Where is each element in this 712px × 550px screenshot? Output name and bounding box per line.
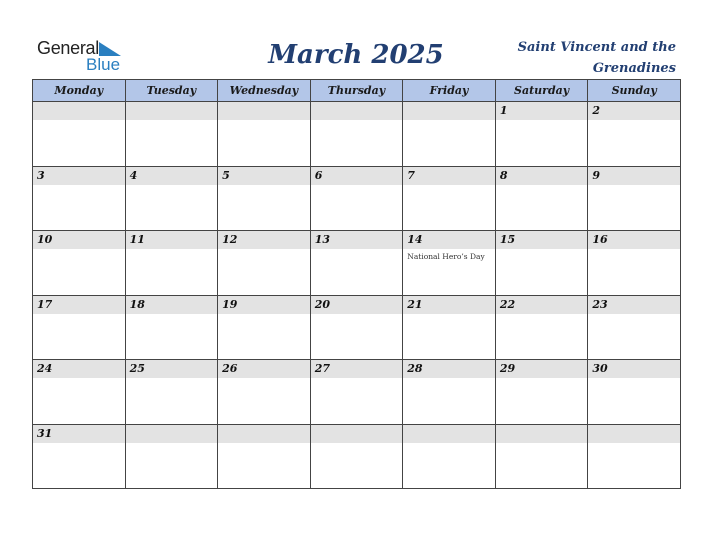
day-cell	[310, 231, 403, 296]
weekday-header: Monday	[33, 80, 126, 102]
day-cell	[33, 424, 126, 489]
day-cell	[125, 102, 218, 167]
week-row	[33, 166, 681, 231]
week-row	[33, 360, 681, 425]
day-cell	[403, 166, 496, 231]
logo-blue-text: Blue	[86, 55, 121, 74]
day-number: 5	[218, 167, 310, 185]
day-number: 20	[311, 296, 403, 314]
calendar-grid	[32, 79, 681, 489]
calendar-title: March 2025	[268, 40, 444, 70]
day-cell	[125, 424, 218, 489]
day-number: 2	[588, 102, 680, 120]
country-name-line1: Saint Vincent and the	[517, 40, 676, 55]
day-number	[311, 425, 403, 443]
day-cell	[218, 231, 311, 296]
day-cell	[588, 102, 681, 167]
day-number: 18	[126, 296, 218, 314]
day-number: 12	[218, 231, 310, 249]
day-cell	[495, 102, 588, 167]
day-number: 19	[218, 296, 310, 314]
day-cell	[403, 360, 496, 425]
weekday-header-row	[33, 80, 681, 102]
day-number: 3	[33, 167, 125, 185]
day-cell	[218, 166, 311, 231]
weekday-header: Tuesday	[125, 80, 218, 102]
day-cell	[33, 360, 126, 425]
week-row	[33, 231, 681, 296]
weekday-header: Sunday	[588, 80, 681, 102]
day-cell	[495, 166, 588, 231]
day-number: 16	[588, 231, 680, 249]
day-number	[588, 425, 680, 443]
day-cell	[125, 166, 218, 231]
day-cell	[403, 295, 496, 360]
day-number: 11	[126, 231, 218, 249]
day-cell	[495, 231, 588, 296]
day-cell	[588, 231, 681, 296]
day-cell	[495, 360, 588, 425]
day-number: 30	[588, 360, 680, 378]
weekday-header: Thursday	[310, 80, 403, 102]
day-number: 24	[33, 360, 125, 378]
day-cell	[125, 231, 218, 296]
day-cell	[588, 166, 681, 231]
day-cell	[218, 295, 311, 360]
day-cell	[33, 166, 126, 231]
day-number: 22	[496, 296, 588, 314]
holiday-label: National Hero’s Day	[407, 252, 485, 261]
day-cell	[218, 360, 311, 425]
weekday-header: Wednesday	[218, 80, 311, 102]
day-number	[496, 425, 588, 443]
calendar-body	[33, 102, 681, 489]
day-cell	[588, 295, 681, 360]
day-number: 21	[403, 296, 495, 314]
day-number: 26	[218, 360, 310, 378]
day-number: 31	[33, 425, 125, 443]
day-number: 10	[33, 231, 125, 249]
day-cell	[33, 231, 126, 296]
week-row	[33, 295, 681, 360]
day-number: 13	[311, 231, 403, 249]
day-number: 4	[126, 167, 218, 185]
day-number: 28	[403, 360, 495, 378]
day-cell	[310, 295, 403, 360]
country-name	[516, 37, 676, 79]
weekday-header: Saturday	[495, 80, 588, 102]
day-number	[126, 425, 218, 443]
day-cell	[310, 166, 403, 231]
day-number: 6	[311, 167, 403, 185]
day-number: 25	[126, 360, 218, 378]
day-cell	[403, 424, 496, 489]
day-cell	[403, 231, 496, 296]
day-cell	[495, 424, 588, 489]
day-number	[403, 102, 495, 120]
day-number: 15	[496, 231, 588, 249]
day-number: 9	[588, 167, 680, 185]
day-cell	[218, 424, 311, 489]
day-cell	[125, 360, 218, 425]
day-number: 23	[588, 296, 680, 314]
day-number: 27	[311, 360, 403, 378]
day-cell	[495, 295, 588, 360]
day-number	[311, 102, 403, 120]
day-cell	[218, 102, 311, 167]
day-cell	[310, 360, 403, 425]
day-cell	[588, 360, 681, 425]
day-number: 8	[496, 167, 588, 185]
day-number: 17	[33, 296, 125, 314]
day-number	[403, 425, 495, 443]
day-number	[218, 102, 310, 120]
country-name-line2: Grenadines	[592, 61, 676, 76]
day-cell	[33, 295, 126, 360]
weekday-header: Friday	[403, 80, 496, 102]
day-number: 29	[496, 360, 588, 378]
day-cell	[33, 102, 126, 167]
day-cell	[125, 295, 218, 360]
day-number: 1	[496, 102, 588, 120]
day-number: 7	[403, 167, 495, 185]
day-cell	[403, 102, 496, 167]
week-row	[33, 424, 681, 489]
day-number	[33, 102, 125, 120]
day-cell	[310, 424, 403, 489]
day-number	[126, 102, 218, 120]
day-cell	[588, 424, 681, 489]
day-number	[218, 425, 310, 443]
day-number: 14	[403, 231, 495, 249]
week-row	[33, 102, 681, 167]
day-cell	[310, 102, 403, 167]
logo-general-text: General	[37, 38, 99, 58]
